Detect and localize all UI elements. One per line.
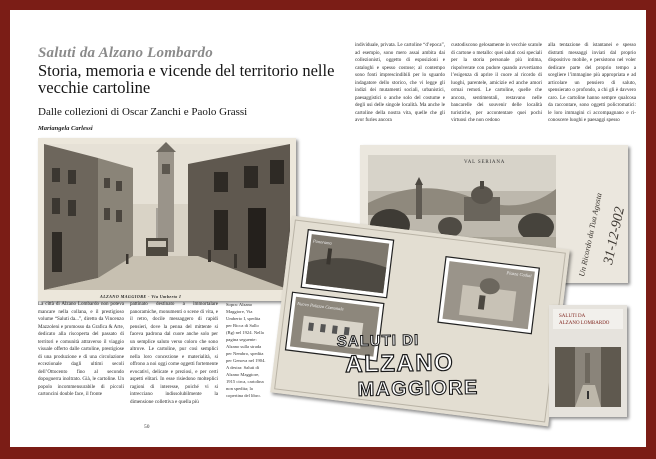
magazine-spread [10, 10, 646, 447]
text-column-bottom-1: La città di Alzano Lombardo non poteva mancare nella collana, e il prestigioso volume “Saluti da...”, diretto da Vincenzo Mazzoleni e promosso da Grafica & Arte, dedicato alla riscoperta del passato di territori e comunità attraverso il viaggio visuale offerto dalle cartoline, prestigiose di una produzione e di una circolazione eccezionale dagli ultimi secoli dell’Ottocento fino al secondo dopoguerra inoltrato. Già, le cartoline. Un popolo incommensurabile di piccoli cartoncini double face, il fronte [38, 301, 124, 397]
handwriting-line-2: 31-12-902 [601, 205, 628, 266]
val-seriana-label: VAL SERIANA [464, 160, 506, 165]
saluti-postcard-illustration [270, 216, 570, 427]
text-column-top-1: individuale, privata. Le cartoline “d’epoca”, ad esempio, sono mero assai ambita dai collezionisti, oggetto di esposizioni e cataloghi e spesso costose; al contempo sono fonti imprescindibili per lo sguardo indagatore dello storico, che vi legge gli indizi dei mutamenti sociali, urbanistici, paesaggistici o anche solo del costume e degli usi delle singole località. Ma anche le cartoline della nostra vita, quelle che gli avor furies ancora [355, 42, 445, 123]
inset-top-label: Panorama [312, 238, 333, 246]
postcard-saluti-alzano [270, 216, 570, 427]
text-column-bottom-2: pattinato destinato a immortalare panoramiche, monumenti o scene di vita, e il retro, docile messaggero di rapidi pensieri, dove la penna del mittente si faceva padrona dal cuore anche solo per un semplice saluto verso coloro che sono altrove. Le cartoline, pur così semplici nella loro concezione e materialità, si offrono a noi oggi come oggetti fortemente evocativi, delicate e preziosi, e per certi aspetti elitari. In esse risiedono molteplici ragioni di interesse, poiché vi si intrecciano indissolubilmente la dimensione collettiva e quella più [130, 301, 218, 405]
street-caption: ALZANO MAGGIORE - Via Umberto I [100, 294, 182, 299]
page-number: 50 [144, 424, 150, 430]
article-subtitle: Dalle collezioni di Oscar Zanchi e Paolo Grassi [38, 106, 248, 118]
book-title-line-1: SALUTI DA [559, 314, 586, 319]
book-cover-illustration [549, 305, 627, 417]
article-kicker: Saluti da Alzano Lombardo [38, 45, 213, 61]
saluti-line-2: ALZANO [345, 349, 455, 379]
inset-left-label: Nuovo Palazzo Comunale [296, 300, 344, 312]
article-title: Storia, memoria e vicende del territorio nelle vecchie cartoline [38, 61, 335, 97]
street-view-illustration [38, 138, 296, 301]
postcard-street-view [38, 138, 296, 301]
saluti-line-1: SALUTI DI [336, 331, 420, 351]
handwriting-line-1: Un Ricordo da Tua Agosta [577, 192, 604, 278]
text-column-top-2: custodiscono gelosamente in vecchie scatole di cartone o metallo: quei saluti così speciali per la storia personale più intima, rispolverate con pudore quando avvertiamo l’esigenza di aprire il cuore al ricordo di luoghi, parentele, amicizie ed anche amori ormai remoti. Le cartoline, quelle che ancora, sentimentali, restavano nelle bancarelle dei souvenir delle località turistiche, per accontentare quei pochi virtuosi che non cedono [451, 42, 542, 123]
book-title-line-2: ALZANO LOMBARDO [559, 321, 610, 326]
book-cover [549, 305, 627, 417]
photo-caption-column: Sopra: Alzano Maggiore, Via Umberto I, spedita per Bicca di Sallo (Bg) nel 1924. Nella pagina seguente: Alzano sulla strada per Nembro, spedita per Genova nel 1904. A destra: Saluti di Alzano Maggiore, 1915 circa, cartolina non spedita; la copertina del libro. [226, 302, 266, 398]
article-author: Mariangela Carlessi [38, 125, 93, 132]
text-column-top-3: alla tentazione di istantanei e spesso distratti messaggi inviati dal proprio dispositivo mobile, e persistono nel voler dedicare parte del proprio tempo a scegliere l’immagine più appropriata e ad articolare un pensiero di saluto, spensierato o profondo, a chi gli è davvero caro. Le cartoline hanno sempre qualcosa da raccontare, sono oggetti policromatici: le loro immagini ci accompagnano e ri-conoscere luoghi e paesaggi spesso [548, 42, 636, 123]
inset-right-label: Piazza Caduti [506, 270, 533, 279]
saluti-line-3: MAGGIORE [357, 376, 479, 401]
